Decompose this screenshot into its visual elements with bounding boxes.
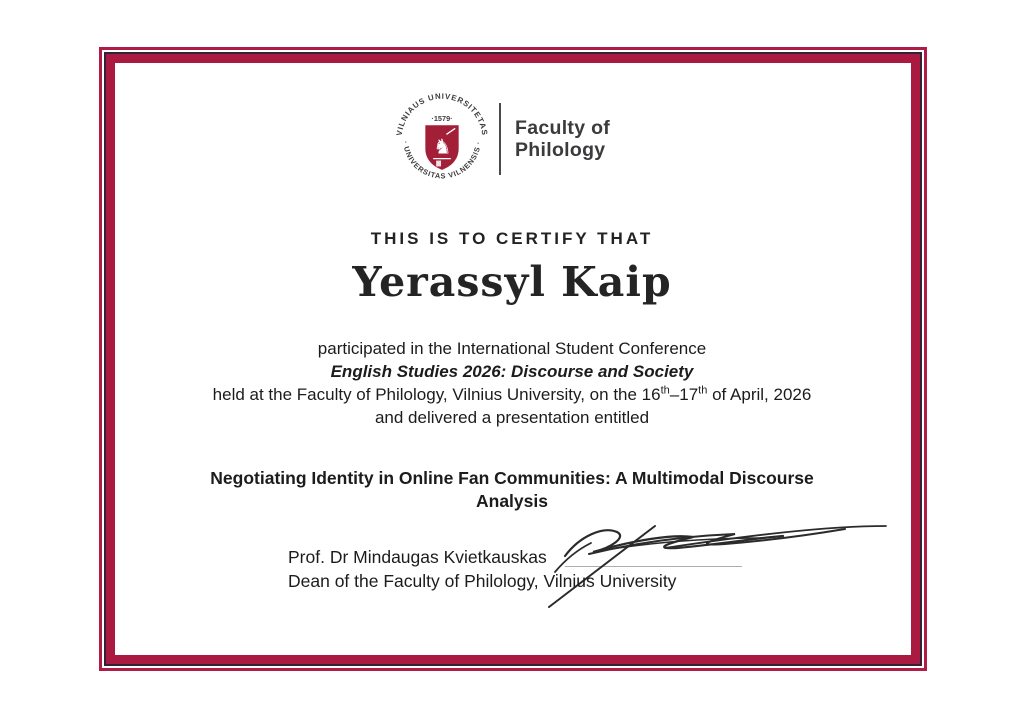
logo-divider	[499, 103, 501, 175]
presentation-title-line2: Analysis	[476, 490, 548, 511]
body-line-3-end: of April, 2026	[707, 385, 812, 404]
signatory-title: Dean of the Faculty of Philology, Vilnius University	[288, 571, 677, 591]
faculty-name-line2: Philology	[515, 139, 606, 161]
recipient-name: Yerassyl Kaip	[352, 258, 672, 306]
signature-block	[288, 545, 676, 593]
body-line-3	[0, 383, 1024, 406]
body-line-1: participated in the International Student Conference	[317, 339, 707, 358]
certify-heading: THIS IS TO CERTIFY THAT	[370, 229, 654, 248]
presentation-title	[0, 467, 1024, 512]
faculty-name-line1: Faculty of	[515, 117, 611, 139]
presentation-title-line1: Negotiating Identity in Online Fan Communities: A Multimodal Discourse	[210, 468, 814, 488]
body-line-3-text: held at the Faculty of Philology, Vilnius University, on the 16	[212, 385, 661, 404]
ordinal-suffix: th	[698, 384, 708, 397]
faculty-name	[515, 117, 610, 161]
svg-text:♞: ♞	[433, 134, 452, 159]
body-line-4: and delivered a presentation entitled	[374, 408, 650, 427]
body-paragraph	[0, 337, 1024, 429]
signatory-name: Prof. Dr Mindaugas Kvietkauskas	[288, 547, 547, 567]
seal-year-text: ·1579·	[431, 113, 453, 123]
university-logo-block	[393, 90, 610, 188]
ordinal-suffix: th	[660, 384, 670, 397]
body-line-3-dates: –17	[669, 385, 699, 404]
seal-bottom-text: · UNIVERSITAS VILNENSIS ·	[401, 140, 483, 181]
vilnius-university-seal-icon	[393, 90, 491, 188]
seal-top-text: VILNIAUS UNIVERSITETAS	[394, 91, 490, 137]
conference-title: English Studies 2026: Discourse and Society	[330, 362, 694, 381]
